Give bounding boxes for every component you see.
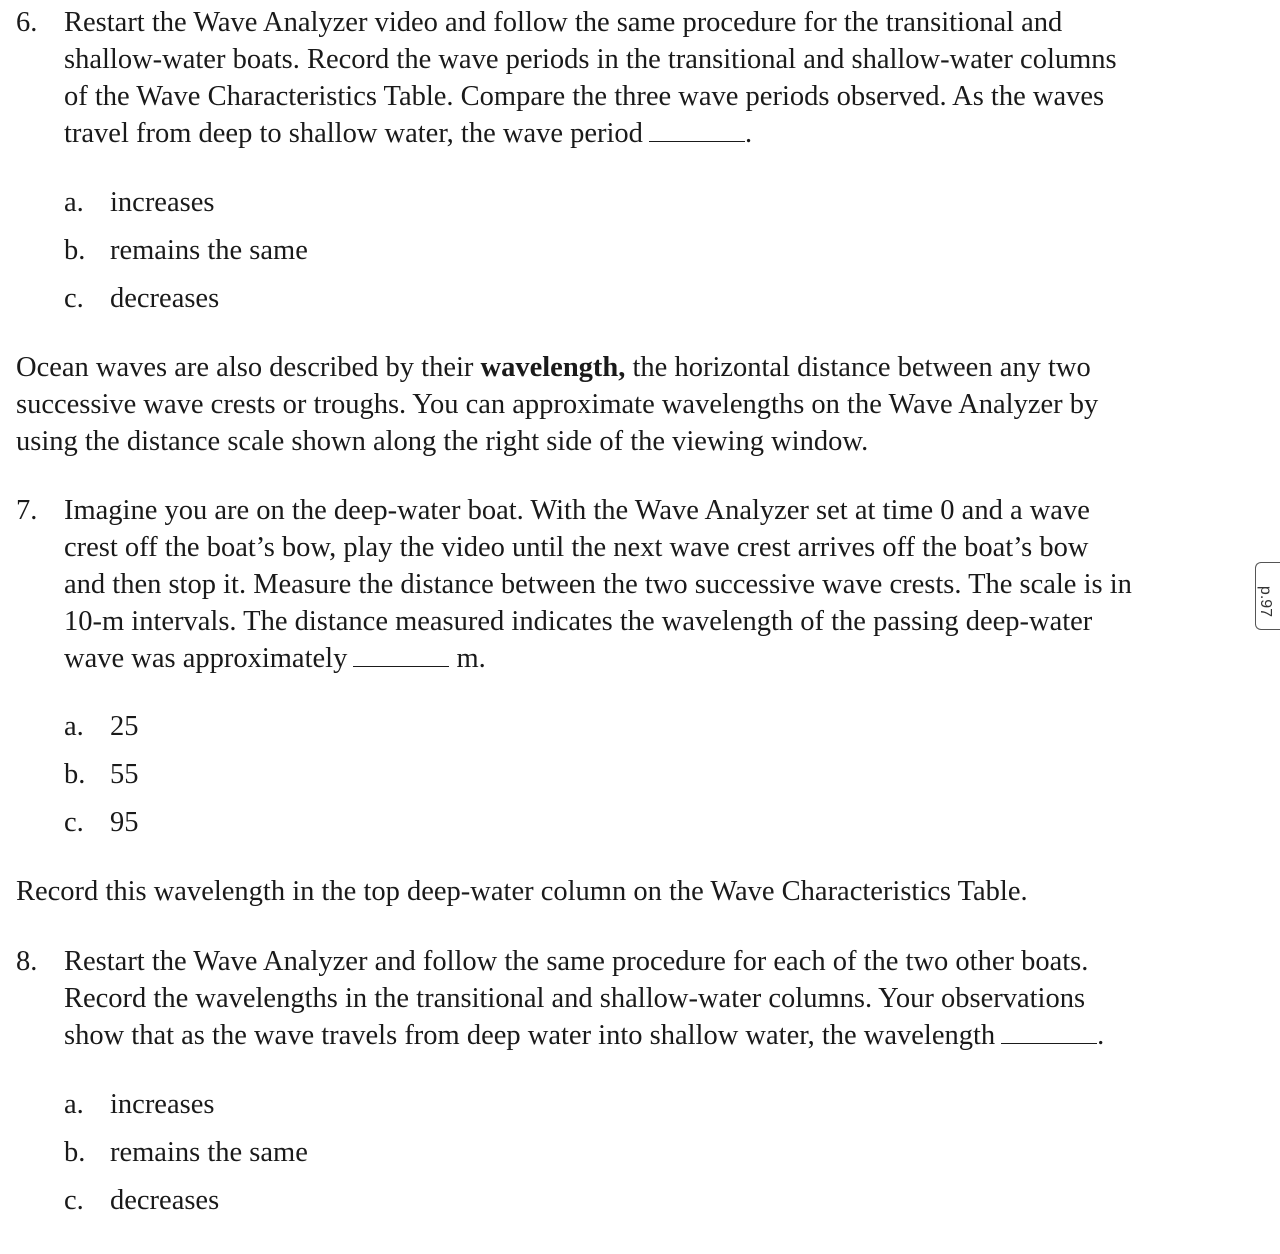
question-8 xyxy=(16,943,1256,1054)
paragraph-line: Record this wavelength in the top deep-water column on the Wave Characteristics Table. xyxy=(16,876,1028,907)
question-line xyxy=(64,1017,1256,1054)
answer-options-q8 xyxy=(64,1086,308,1230)
question-line: shallow-water boats. Record the wave periods in the transitional and shallow-water columns xyxy=(64,44,1117,75)
question-line: Imagine you are on the deep-water boat. With the Wave Analyzer set at time 0 and a wave xyxy=(64,495,1090,526)
answer-blank xyxy=(1001,1017,1097,1044)
answer-blank xyxy=(353,640,449,667)
answer-options-q6 xyxy=(64,184,308,328)
option-text: remains the same xyxy=(110,1137,308,1168)
option-c[interactable] xyxy=(64,804,139,852)
question-text xyxy=(64,4,1256,152)
question-line: of the Wave Characteristics Table. Compare the three wave periods observed. As the waves xyxy=(64,81,1105,112)
question-end: . xyxy=(744,118,753,149)
option-b[interactable] xyxy=(64,756,139,804)
option-text: 25 xyxy=(110,711,139,742)
option-letter: c. xyxy=(64,807,84,838)
option-b[interactable] xyxy=(64,1134,308,1182)
option-text: remains the same xyxy=(110,235,308,266)
question-line: Record the wavelengths in the transitional and shallow-water columns. Your observations xyxy=(64,983,1086,1014)
option-text: increases xyxy=(110,187,215,218)
option-letter: a. xyxy=(64,1089,84,1120)
question-end: . xyxy=(1097,1020,1105,1051)
option-a[interactable] xyxy=(64,184,308,232)
option-letter: a. xyxy=(64,711,84,742)
question-line: Restart the Wave Analyzer video and follow the same procedure for the transitional and xyxy=(64,7,1063,38)
question-line: crest off the boat’s bow, play the video until the next wave crest arrives off the boat’s bow xyxy=(64,532,1089,563)
question-line: 10-m intervals. The distance measured indicates the wavelength of the passing deep-water xyxy=(64,606,1093,637)
question-text xyxy=(64,492,1256,677)
option-letter: b. xyxy=(64,235,86,266)
wavelength-paragraph xyxy=(16,349,1098,460)
answer-options-q7 xyxy=(64,708,139,852)
option-c[interactable] xyxy=(64,280,308,328)
option-letter: c. xyxy=(64,1185,84,1216)
question-line: Restart the Wave Analyzer and follow the same procedure for each of the two other boats. xyxy=(64,946,1089,977)
paragraph-line: successive wave crests or troughs. You can approximate wavelengths on the Wave Analyzer by xyxy=(16,389,1099,420)
question-number: 8. xyxy=(16,946,38,977)
option-text: 95 xyxy=(110,807,139,838)
paragraph-text: Ocean waves are also described by their xyxy=(16,352,481,383)
paragraph-line xyxy=(16,349,1098,386)
question-text xyxy=(64,943,1256,1054)
question-6 xyxy=(16,4,1256,152)
question-line xyxy=(64,115,1256,152)
term-wavelength: wavelength, xyxy=(480,352,626,383)
question-7 xyxy=(16,492,1256,677)
question-line-text: travel from deep to shallow water, the wave period xyxy=(64,118,643,149)
option-a[interactable] xyxy=(64,1086,308,1134)
question-line: and then stop it. Measure the distance between the two successive wave crests. The scale is in xyxy=(64,569,1132,600)
page-tab[interactable] xyxy=(1255,562,1280,630)
option-letter: b. xyxy=(64,1137,86,1168)
question-line xyxy=(64,640,1256,677)
record-instruction xyxy=(16,873,1028,910)
option-b[interactable] xyxy=(64,232,308,280)
question-number: 6. xyxy=(16,7,38,38)
option-letter: a. xyxy=(64,187,84,218)
question-end: m. xyxy=(456,643,486,674)
option-letter: b. xyxy=(64,759,86,790)
paragraph-line: using the distance scale shown along the right side of the viewing window. xyxy=(16,426,869,457)
answer-blank xyxy=(649,115,745,142)
page-tab-label: p.97 xyxy=(1257,585,1275,618)
option-text: decreases xyxy=(110,1185,220,1216)
option-a[interactable] xyxy=(64,708,139,756)
question-line-text: wave was approximately xyxy=(64,643,348,674)
option-text: increases xyxy=(110,1089,215,1120)
option-text: decreases xyxy=(110,283,220,314)
option-c[interactable] xyxy=(64,1182,308,1230)
question-line-text: show that as the wave travels from deep water into shallow water, the wavelength xyxy=(64,1020,996,1051)
option-text: 55 xyxy=(110,759,139,790)
paragraph-text: the horizontal distance between any two xyxy=(625,352,1091,383)
option-letter: c. xyxy=(64,283,84,314)
question-number: 7. xyxy=(16,495,38,526)
